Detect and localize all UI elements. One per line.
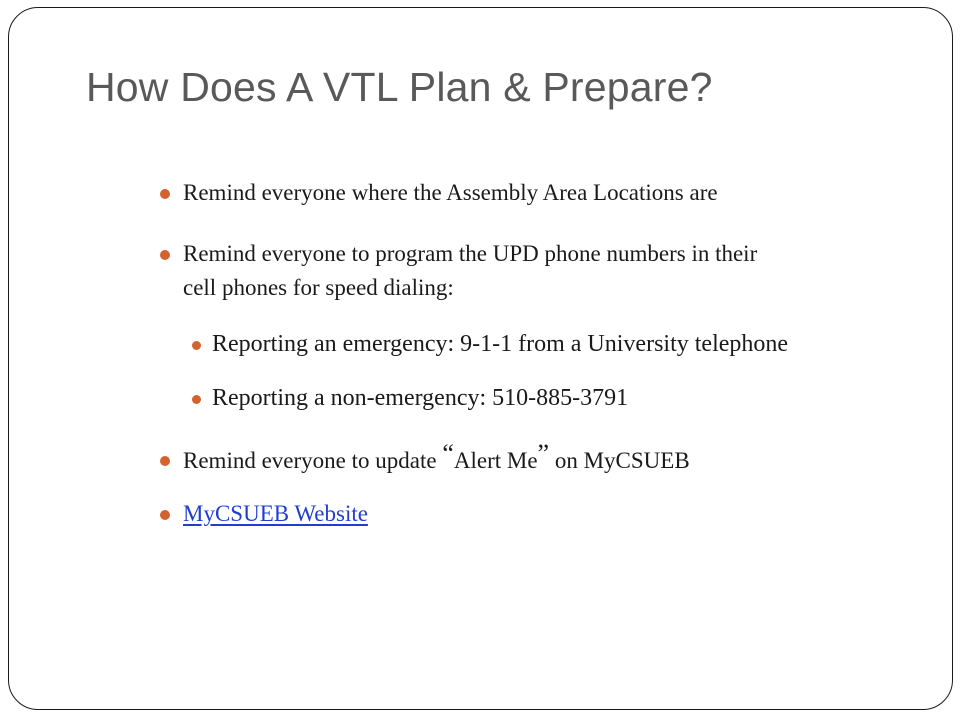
- bullet-text-prefix: Remind everyone to update: [183, 448, 443, 473]
- bullet-dot: [160, 189, 170, 199]
- bullet-dot: [160, 250, 170, 260]
- bullet-text-suffix: on MyCSUEB: [549, 448, 690, 473]
- bullet-assembly-areas: [183, 177, 718, 209]
- bullet-dot: [192, 341, 201, 350]
- mycsueb-website-link[interactable]: MyCSUEB Website: [183, 501, 368, 526]
- alert-me-text: Alert Me: [453, 448, 538, 473]
- slide-title: How Does A VTL Plan & Prepare?: [86, 64, 713, 110]
- bullet-text: Reporting an emergency: 9-1-1 from a University telephone: [212, 331, 789, 357]
- bullet-alert-me: [183, 439, 690, 477]
- subbullet-non-emergency: [212, 382, 628, 414]
- open-quote: “: [442, 439, 454, 468]
- subbullet-emergency: [212, 328, 788, 360]
- bullet-program-numbers-continued: [183, 272, 454, 304]
- bullet-program-numbers: [183, 238, 757, 270]
- bullet-text: Reporting a non-emergency: 510-885-3791: [212, 385, 629, 411]
- bullet-dot: [160, 510, 170, 520]
- close-quote: ”: [537, 439, 550, 468]
- bullet-text: cell phones for speed dialing:: [183, 275, 454, 300]
- bullet-text: Remind everyone to program the UPD phone numbers in their: [183, 241, 758, 266]
- bullet-dot: [160, 456, 170, 466]
- bullet-mycsueb-link: [183, 498, 368, 530]
- bullet-dot: [192, 395, 201, 404]
- bullet-text: Remind everyone where the Assembly Area Locations are: [183, 180, 718, 205]
